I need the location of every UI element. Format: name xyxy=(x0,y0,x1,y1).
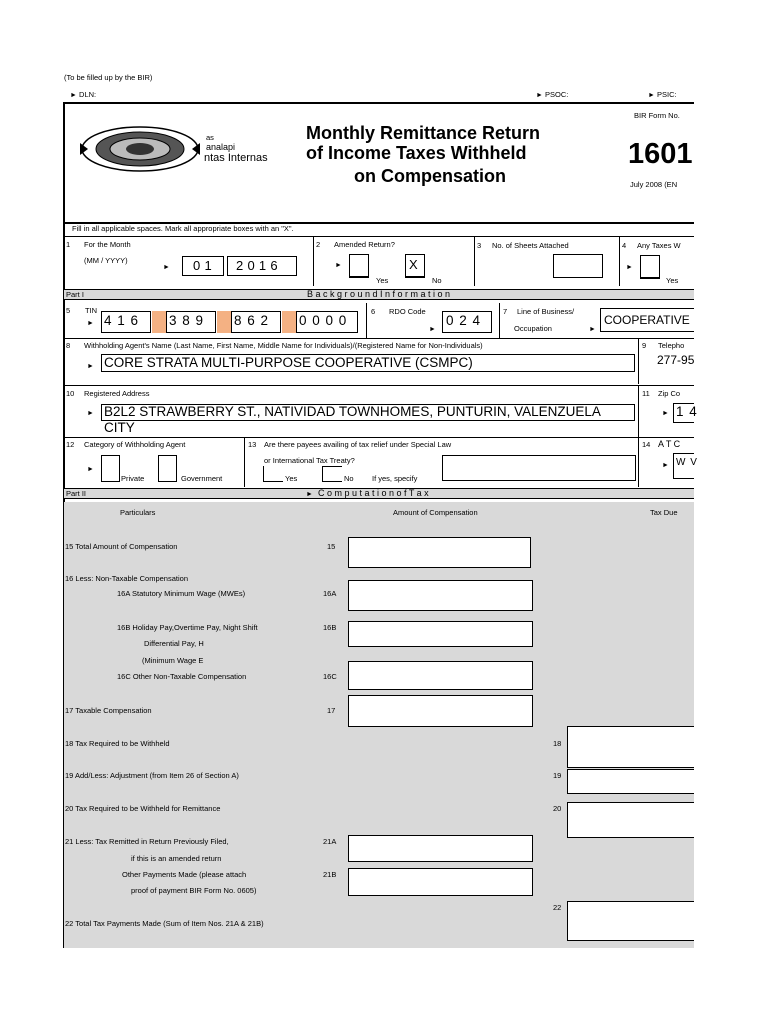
row16b-line-3: (Minimum Wage E xyxy=(142,656,204,665)
taxable-compensation-field[interactable] xyxy=(348,695,533,727)
item9-num: 9 xyxy=(642,341,647,350)
item4-num: 4 xyxy=(622,241,627,250)
row16b-line-1: 16B Holiday Pay,Overtime Pay, Night Shift xyxy=(117,623,258,632)
item11-label: Zip Co xyxy=(658,389,681,398)
item5-num: 5 xyxy=(66,306,71,315)
item11-num: 11 xyxy=(642,389,650,398)
row21b-num: 21B xyxy=(323,870,337,879)
bir-seal-logo xyxy=(80,125,200,173)
item4-arrow-icon: ► xyxy=(626,264,633,271)
amended-no-mark: X xyxy=(409,257,418,272)
part2-arrow-icon: ► xyxy=(306,491,313,498)
row22-label: 22 Total Tax Payments Made (Sum of Item Nos. 21A & 21B) xyxy=(65,919,264,928)
header-top-border xyxy=(64,102,694,104)
row16-label: 16 Less: Non-Taxable Compensation xyxy=(65,574,188,583)
row19-num: 19 xyxy=(553,771,562,780)
tin-value-4: 0 0 0 0 xyxy=(299,313,348,328)
row16a-num: 16A xyxy=(323,589,337,598)
item11-arrow-icon: ► xyxy=(662,410,669,417)
form-title-line-2: of Income Taxes Withheld xyxy=(306,143,527,163)
item4-label: Any Taxes W xyxy=(637,241,681,250)
rule-v-13 xyxy=(244,437,245,487)
rule-instructions xyxy=(64,236,694,237)
col-tax-due: Tax Due xyxy=(650,508,678,517)
rule-v-4 xyxy=(619,236,620,286)
part2-title xyxy=(306,488,429,498)
row17-label: 17 Taxable Compensation xyxy=(65,706,152,715)
tin-value-1: 4 1 6 xyxy=(104,313,140,328)
item14-num: 14 xyxy=(642,440,651,449)
row21-line-1: 21 Less: Tax Remitted in Return Previously Filed, xyxy=(65,837,229,846)
bir-note: (To be filled up by the BIR) xyxy=(64,73,153,82)
item10-arrow-icon: ► xyxy=(87,410,94,417)
tax-remitted-previously-field[interactable] xyxy=(348,835,533,862)
item9-label: Telepho xyxy=(658,341,685,350)
tin-value-3: 8 6 2 xyxy=(234,313,270,328)
psic-label: ► PSIC: xyxy=(648,90,677,99)
item10-label: Registered Address xyxy=(84,389,150,398)
psoc-label: ► PSOC: xyxy=(536,90,569,99)
total-tax-payments-field[interactable] xyxy=(567,901,694,941)
psoc-text: PSOC: xyxy=(545,90,569,99)
dln-text: DLN: xyxy=(79,90,97,99)
row20-label: 20 Tax Required to be Withheld for Remittance xyxy=(65,804,221,813)
line-of-business-value: COOPERATIVE xyxy=(604,313,690,327)
row22-num: 22 xyxy=(553,903,562,912)
agent-name-value: CORE STRATA MULTI-PURPOSE COOPERATIVE (CSMPC) xyxy=(104,355,473,370)
item2-arrow-icon: ► xyxy=(335,262,342,269)
relief-yes-label: Yes xyxy=(285,474,298,483)
year-value: 2 0 1 6 xyxy=(236,258,278,273)
rule-v-14 xyxy=(638,437,639,487)
private-label: Private xyxy=(121,474,145,483)
row17-num: 17 xyxy=(327,706,336,715)
item1-num: 1 xyxy=(66,240,71,249)
item6-arrow-icon: ► xyxy=(429,326,436,333)
row20-num: 20 xyxy=(553,804,562,813)
rdo-code-value: 0 2 4 xyxy=(446,313,482,328)
item14-label: A T C xyxy=(658,439,681,449)
total-compensation-field[interactable] xyxy=(348,537,531,568)
item13-num: 13 xyxy=(248,440,257,449)
telephone-value: 277-95 xyxy=(657,353,695,367)
row16c-num: 16C xyxy=(323,672,337,681)
item5-arrow-icon: ► xyxy=(87,320,94,327)
rule-v-2 xyxy=(313,236,314,286)
government-label: Government xyxy=(181,474,223,483)
item5-label: TIN xyxy=(85,306,98,315)
item7-arrow-icon: ► xyxy=(589,326,596,333)
row21-line-2: if this is an amended return xyxy=(131,854,222,863)
statutory-min-wage-field[interactable] xyxy=(348,580,533,611)
rule-v-6 xyxy=(366,303,367,338)
part2-label: Part II xyxy=(66,489,87,498)
relief-no-label: No xyxy=(344,474,354,483)
row21a-num: 21A xyxy=(323,837,337,846)
tin-separator-2 xyxy=(217,311,231,333)
tax-for-remittance-field[interactable] xyxy=(567,802,694,838)
registered-address-line-1: B2L2 STRAWBERRY ST., NATIVIDAD TOWNHOMES, PUNTURIN, VALENZUELA xyxy=(104,404,601,419)
item1-label: For the Month xyxy=(84,240,131,249)
row16a-label: 16A Statutory Minimum Wage (MWEs) xyxy=(117,589,246,598)
item7-num: 7 xyxy=(503,307,508,316)
item8-arrow-icon: ► xyxy=(87,363,94,370)
part1-title: B a c k g r o u n d I n f o r m a t i o n xyxy=(307,289,451,299)
item3-num: 3 xyxy=(477,241,482,250)
row16b-line-2: Differential Pay, H xyxy=(144,639,204,648)
any-taxes-yes-checkbox[interactable] xyxy=(640,255,660,279)
tin-separator-1 xyxy=(152,311,166,333)
relief-specify-field[interactable] xyxy=(442,455,636,481)
relief-no-checkbox[interactable] xyxy=(322,466,342,482)
item6-label: RDO Code xyxy=(389,307,426,316)
relief-specify-label: If yes, specify xyxy=(372,474,418,483)
rule-h-12 xyxy=(64,437,694,438)
row18-num: 18 xyxy=(553,739,562,748)
item2-label: Amended Return? xyxy=(334,240,395,249)
rule-v-11 xyxy=(638,385,639,437)
item2-num: 2 xyxy=(316,240,321,249)
private-checkbox[interactable] xyxy=(101,455,120,482)
item1-arrow-icon: ► xyxy=(163,264,170,271)
row19-label: 19 Add/Less: Adjustment (from Item 26 of Section A) xyxy=(65,771,239,780)
sheets-attached-field[interactable] xyxy=(553,254,603,278)
item1-format: (MM / YYYY) xyxy=(84,256,128,265)
col-particulars: Particulars xyxy=(120,508,156,517)
part1-label: Part I xyxy=(66,290,84,299)
adjustment-field[interactable] xyxy=(567,769,694,794)
agency-line-3: ntas Internas xyxy=(204,152,268,164)
rule-v-9 xyxy=(638,338,639,384)
holiday-pay-field[interactable] xyxy=(348,621,533,647)
col-amount: Amount of Compensation xyxy=(393,508,478,517)
item6-num: 6 xyxy=(371,307,376,316)
dln-label: ► DLN: xyxy=(70,90,97,99)
item13-label-1: Are there payees availing of tax relief under Special Law xyxy=(264,440,452,449)
item7-label-1: Line of Business/ xyxy=(517,307,575,316)
part2-title-text: C o m p u t a t i o n o f T a x xyxy=(317,488,429,498)
form-date: July 2008 (EN xyxy=(630,180,678,189)
atc-value: W V xyxy=(676,457,698,468)
item14-arrow-icon: ► xyxy=(662,462,669,469)
item12-arrow-icon: ► xyxy=(87,466,94,473)
row15-label: 15 Total Amount of Compensation xyxy=(65,542,178,551)
form-title-line-3: on Compensation xyxy=(354,166,506,186)
item12-label: Category of Withholding Agent xyxy=(84,440,186,449)
rule-h-10 xyxy=(64,385,694,386)
item8-num: 8 xyxy=(66,341,71,350)
row16b-num: 16B xyxy=(323,623,337,632)
relief-yes-checkbox[interactable] xyxy=(263,466,283,482)
item8-label: Withholding Agent's Name (Last Name, First Name, Middle Name for Individuals)/(Registered Name for Non-Individuals) xyxy=(84,341,483,350)
row21-line-3: Other Payments Made (please attach xyxy=(122,870,247,879)
rule-v-7 xyxy=(499,303,500,338)
row18-label: 18 Tax Required to be Withheld xyxy=(65,739,170,748)
item10-num: 10 xyxy=(66,389,75,398)
tax-required-field[interactable] xyxy=(567,726,694,768)
row16c-label: 16C Other Non-Taxable Compensation xyxy=(117,672,247,681)
tin-separator-3 xyxy=(282,311,296,333)
form-no-label: BIR Form No. xyxy=(634,111,680,120)
rule-h-8 xyxy=(64,338,694,339)
registered-address-line-2: CITY xyxy=(104,420,135,435)
month-value: 0 1 xyxy=(193,258,212,273)
amended-yes-checkbox[interactable] xyxy=(349,254,369,278)
item7-label-2: Occupation xyxy=(514,324,552,333)
other-non-taxable-field[interactable] xyxy=(348,661,533,690)
item12-num: 12 xyxy=(66,440,75,449)
agency-line-1: as xyxy=(206,133,214,142)
row15-num: 15 xyxy=(327,542,336,551)
item3-label: No. of Sheets Attached xyxy=(492,241,569,250)
amended-yes-label: Yes xyxy=(376,276,389,285)
other-payments-field[interactable] xyxy=(348,868,533,896)
psic-text: PSIC: xyxy=(657,90,677,99)
form-title-line-1: Monthly Remittance Return xyxy=(306,123,541,143)
form-number: 1601 xyxy=(628,138,693,170)
amended-no-label: No xyxy=(432,276,442,285)
rule-v-3 xyxy=(474,236,475,286)
item13-label-2: or International Tax Treaty? xyxy=(264,456,355,465)
instructions: Fill in all applicable spaces. Mark all appropriate boxes with an "X". xyxy=(72,224,294,233)
any-taxes-yes-label: Yes xyxy=(666,276,679,285)
government-checkbox[interactable] xyxy=(158,455,177,482)
tin-value-2: 3 8 9 xyxy=(169,313,205,328)
row21-line-4: proof of payment BIR Form No. 0605) xyxy=(131,886,257,895)
zip-code-value: 1 4 xyxy=(676,404,698,419)
agency-line-2: analapi xyxy=(206,142,236,152)
